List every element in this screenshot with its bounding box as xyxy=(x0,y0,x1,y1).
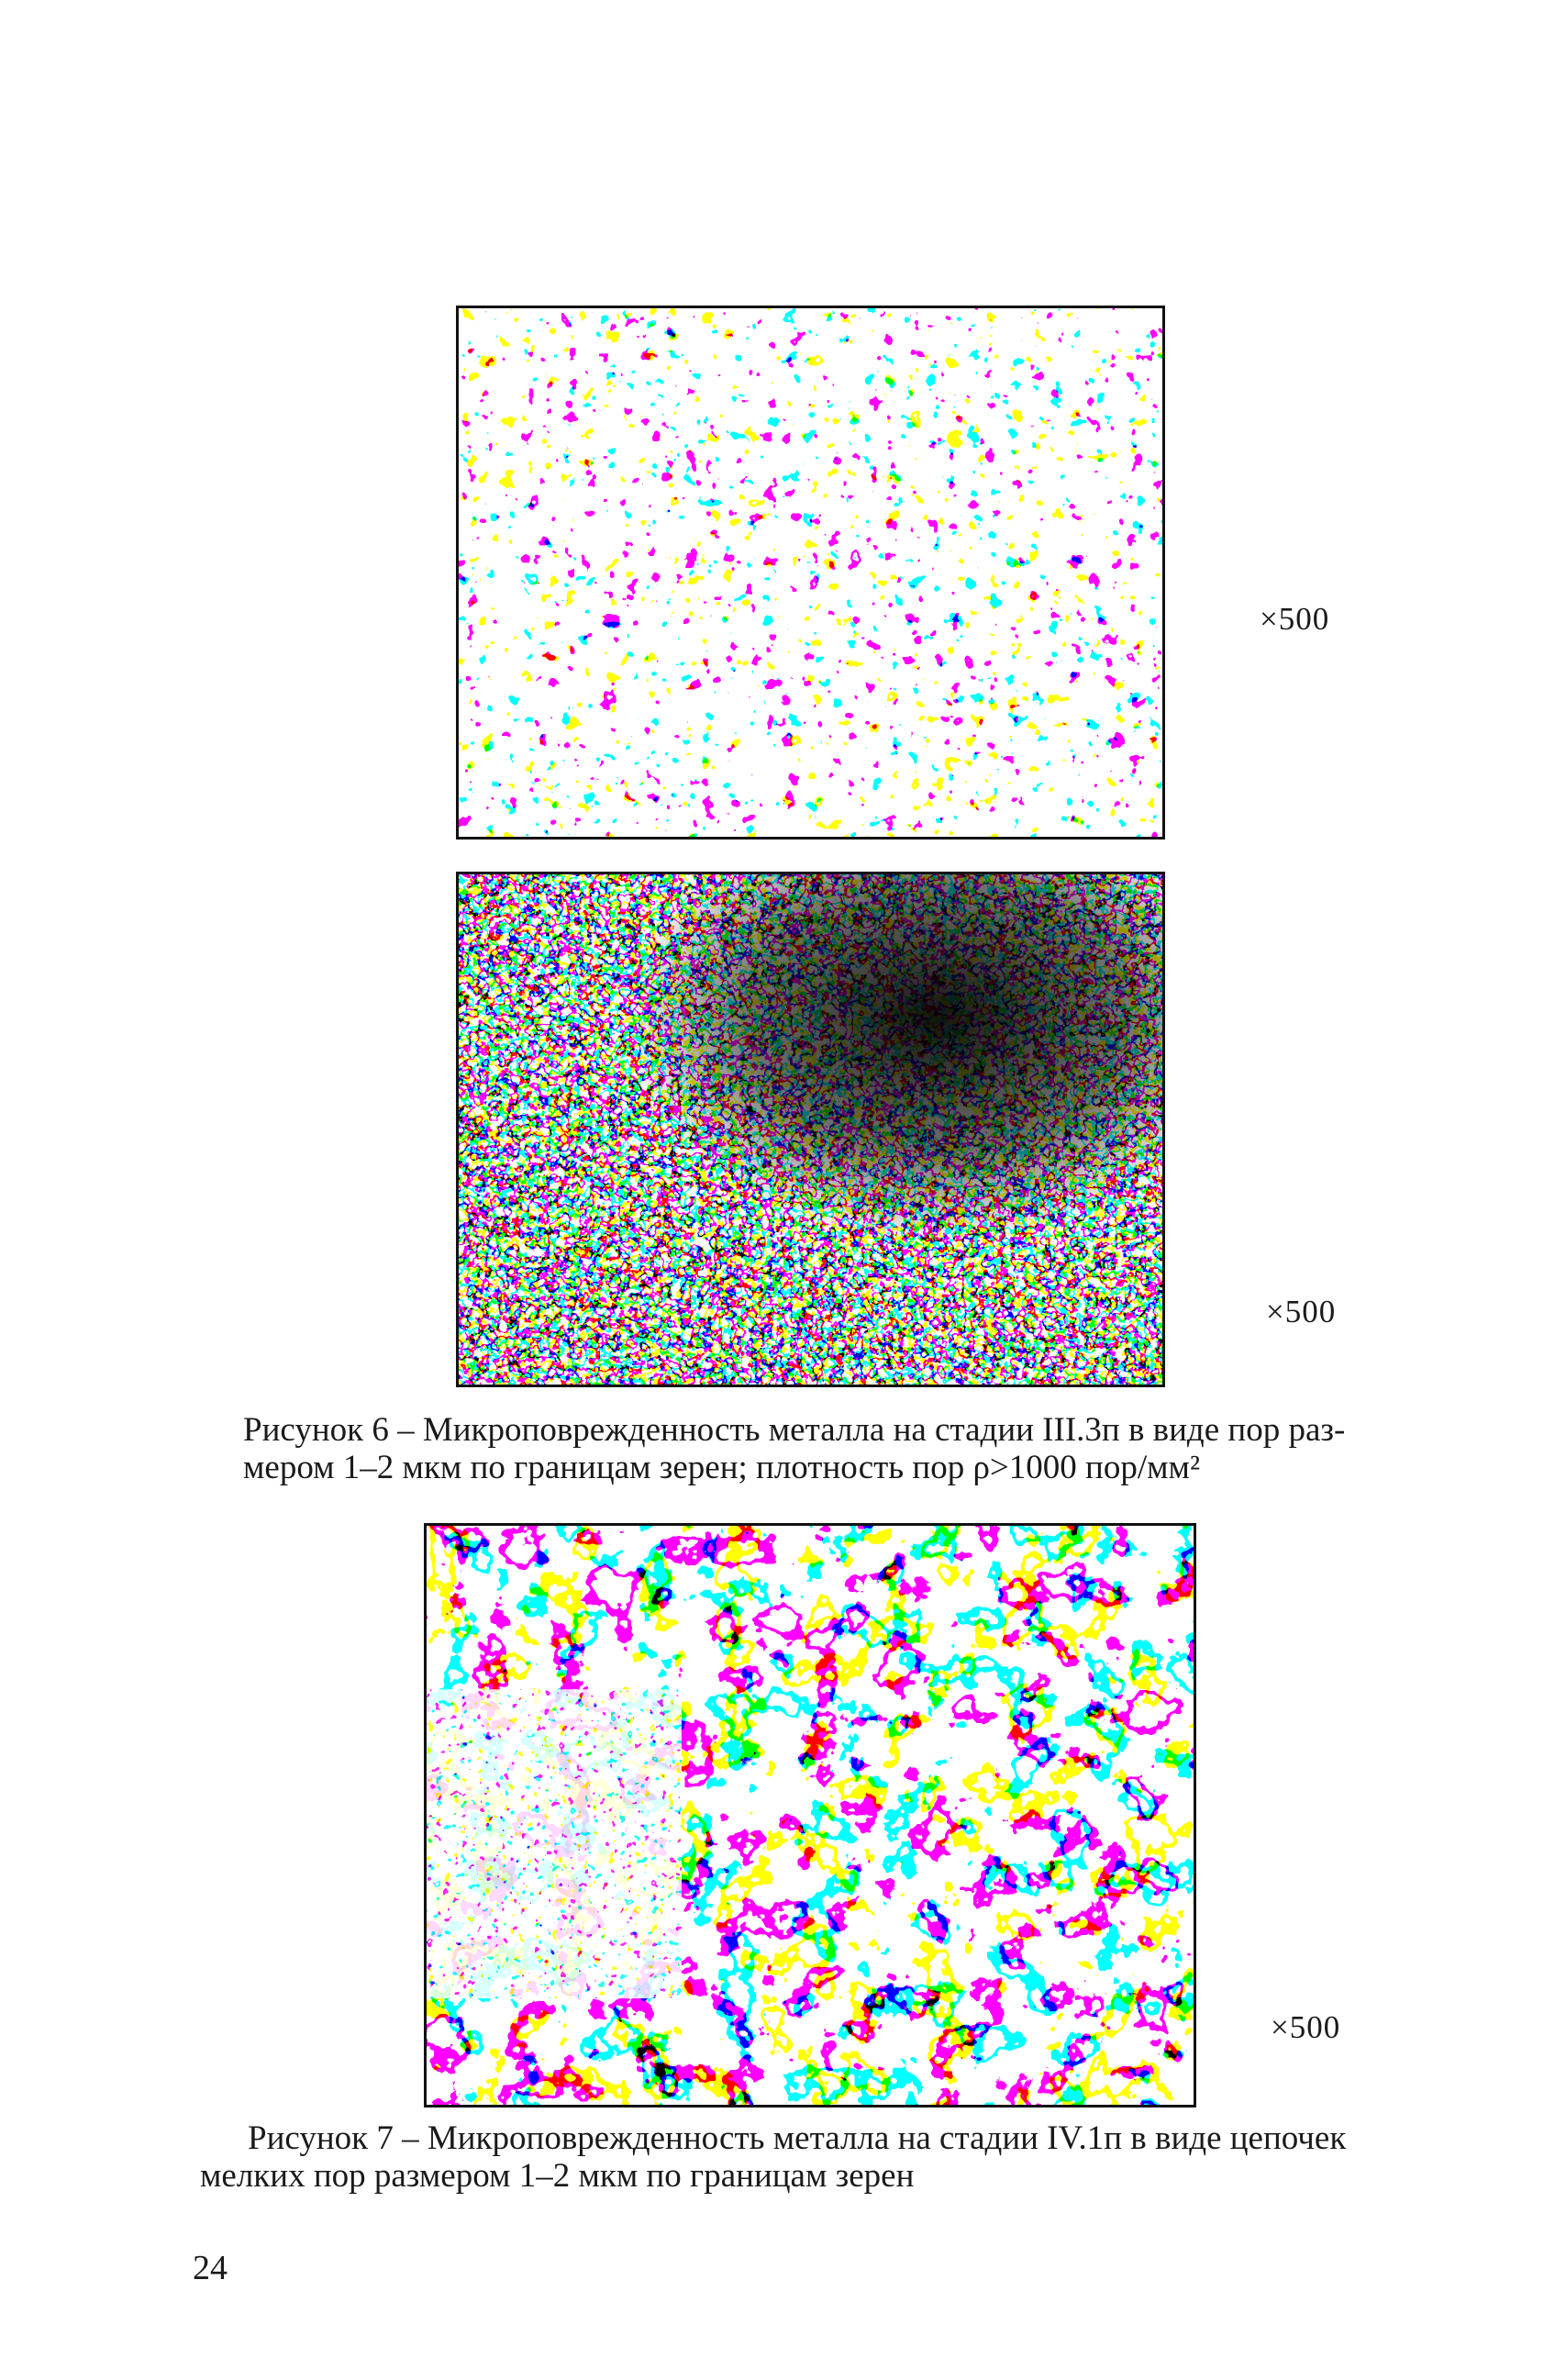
micrograph-image xyxy=(427,1526,1194,2105)
figure6-magnification-top: ×500 xyxy=(1260,601,1330,637)
figure6-micrograph-bottom xyxy=(456,872,1165,1387)
figure7-caption-line2: мелких пор размером 1–2 мкм по границам зерен xyxy=(200,2157,915,2195)
figure6-magnification-bottom: ×500 xyxy=(1266,1294,1337,1329)
figure6-caption-line2: мером 1–2 мкм по границам зерен; плотность пор ρ>1000 пор/мм² xyxy=(243,1449,1201,1486)
figure7-magnification: ×500 xyxy=(1271,2009,1341,2045)
figure6-micrograph-top xyxy=(456,306,1165,840)
figure7-caption xyxy=(200,2119,1429,2195)
page-number: 24 xyxy=(193,2249,228,2287)
figure6-caption-line1: Рисунок 6 – Микроповрежденность металла на стадии III.3п в виде пор раз- xyxy=(243,1411,1346,1449)
micrograph-image xyxy=(459,874,1162,1385)
figure7-micrograph xyxy=(424,1523,1196,2108)
micrograph-image xyxy=(459,308,1162,837)
figure7-caption-line1: Рисунок 7 – Микроповрежденность металла на стадии IV.1п в виде цепочек xyxy=(248,2119,1347,2157)
figure6-caption xyxy=(243,1411,1427,1486)
